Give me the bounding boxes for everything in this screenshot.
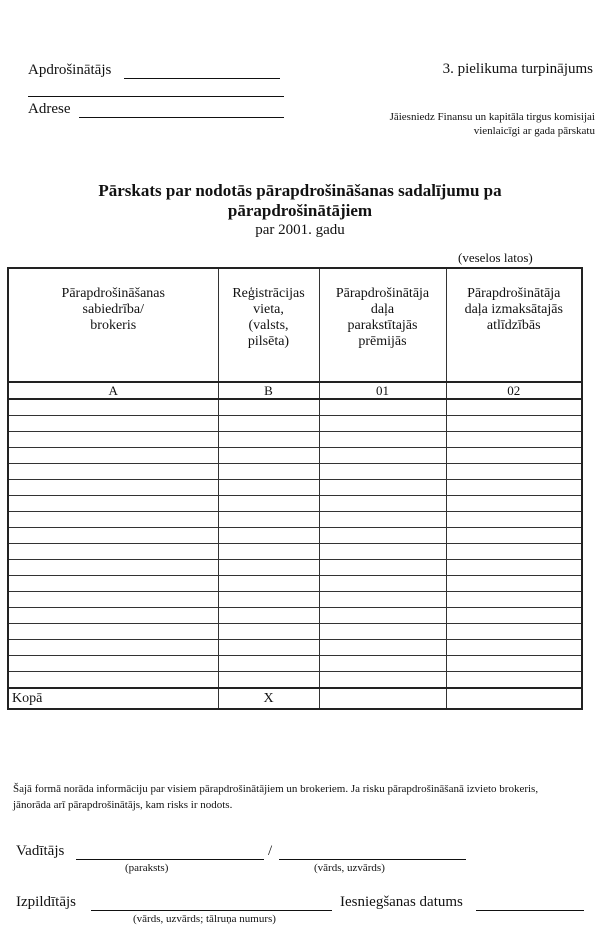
submission-note-line-1: Jāiesniedz Finansu un kapitāla tirgus komisijai <box>389 111 595 123</box>
table-cell[interactable] <box>319 592 446 608</box>
table-cell[interactable] <box>319 432 446 448</box>
table-cell[interactable] <box>446 576 582 592</box>
footnote: Šajā formā norāda informāciju par visiem pārapdrošinātājiem un brokeriem. Ja risku pārapdrošināšanā izvieto brokeris, jānorāda arī pārapdrošinātājs, kam risks ir nodots. <box>13 783 539 811</box>
column-code: 01 <box>319 382 446 399</box>
table-cell[interactable] <box>319 496 446 512</box>
address-label: Adrese <box>28 101 71 117</box>
submission-note-line-2: vienlaicīgi ar gada pārskatu <box>473 125 595 137</box>
table-cell[interactable] <box>319 544 446 560</box>
report-title <box>0 181 600 221</box>
signature-separator: / <box>268 843 273 859</box>
table-cell[interactable] <box>319 464 446 480</box>
table-cell[interactable] <box>8 416 218 432</box>
table-cell[interactable] <box>8 560 218 576</box>
head-signature-line[interactable] <box>76 859 264 860</box>
table-row <box>8 608 582 624</box>
table-cell[interactable] <box>446 624 582 640</box>
insurer-label: Apdrošinātājs <box>28 62 112 78</box>
table-cell[interactable] <box>319 399 446 416</box>
table-cell[interactable] <box>319 448 446 464</box>
table-cell[interactable] <box>8 448 218 464</box>
table-cell[interactable] <box>319 624 446 640</box>
table-row <box>8 672 582 689</box>
table-cell[interactable] <box>446 528 582 544</box>
total-claims-cell[interactable] <box>446 688 582 709</box>
units-note: (veselos latos) <box>458 250 533 265</box>
table-cell[interactable] <box>8 640 218 656</box>
table-cell[interactable] <box>446 640 582 656</box>
report-title-line-2: pārapdrošinātājiem <box>227 201 373 220</box>
signature-caption: (paraksts) <box>125 862 169 874</box>
table-cell[interactable] <box>319 528 446 544</box>
table-cell[interactable] <box>319 576 446 592</box>
reinsurance-table <box>7 267 583 710</box>
table-cell[interactable] <box>319 560 446 576</box>
table-cell[interactable] <box>319 480 446 496</box>
table-row <box>8 399 582 416</box>
table-row <box>8 480 582 496</box>
table-cell[interactable] <box>218 496 319 512</box>
table-cell[interactable] <box>446 416 582 432</box>
table-row <box>8 544 582 560</box>
total-row <box>8 688 582 709</box>
table-row <box>8 448 582 464</box>
table-cell[interactable] <box>446 480 582 496</box>
table-cell[interactable] <box>8 592 218 608</box>
total-label: Kopā <box>8 688 218 709</box>
table-cell[interactable] <box>319 608 446 624</box>
table-cell[interactable] <box>8 512 218 528</box>
total-premiums-cell[interactable] <box>319 688 446 709</box>
column-code: A <box>8 382 218 399</box>
col-header-premiums: Pārapdrošinātāja daļa parakstītajās prēmijās <box>319 268 446 382</box>
insurer-field-line[interactable] <box>124 78 280 79</box>
appendix-label: 3. pielikuma turpinājums <box>442 61 593 77</box>
table-cell[interactable] <box>319 640 446 656</box>
table-row <box>8 656 582 672</box>
submission-date-line[interactable] <box>476 910 584 911</box>
table-cell[interactable] <box>218 592 319 608</box>
table-cell[interactable] <box>218 448 319 464</box>
address-field-line[interactable] <box>79 117 284 118</box>
table-cell[interactable] <box>319 512 446 528</box>
table-row <box>8 512 582 528</box>
table-cell[interactable] <box>8 480 218 496</box>
table-cell[interactable] <box>8 496 218 512</box>
table-cell[interactable] <box>218 640 319 656</box>
table-row <box>8 464 582 480</box>
table-cell[interactable] <box>218 512 319 528</box>
table-cell[interactable] <box>446 672 582 689</box>
column-code: 02 <box>446 382 582 399</box>
table-cell[interactable] <box>8 528 218 544</box>
table-cell[interactable] <box>218 624 319 640</box>
table-cell[interactable] <box>218 560 319 576</box>
executor-line[interactable] <box>91 910 332 911</box>
executor-label: Izpildītājs <box>16 894 76 910</box>
executor-caption: (vārds, uzvārds; tālruņa numurs) <box>133 913 276 925</box>
table-row <box>8 624 582 640</box>
table-cell[interactable] <box>218 416 319 432</box>
table-cell[interactable] <box>218 480 319 496</box>
total-col-b: X <box>218 688 319 709</box>
table-cell[interactable] <box>446 656 582 672</box>
column-code-row <box>8 382 582 399</box>
table-cell[interactable] <box>446 496 582 512</box>
report-period: par 2001. gadu <box>255 222 345 238</box>
column-code: B <box>218 382 319 399</box>
table-row <box>8 496 582 512</box>
table-cell[interactable] <box>218 608 319 624</box>
table-header-row <box>8 268 582 382</box>
table-cell[interactable] <box>319 672 446 689</box>
table-cell[interactable] <box>8 656 218 672</box>
table-cell[interactable] <box>8 464 218 480</box>
table-cell[interactable] <box>319 416 446 432</box>
head-label: Vadītājs <box>16 843 65 859</box>
table-cell[interactable] <box>8 399 218 416</box>
name-caption: (vārds, uzvārds) <box>314 862 385 874</box>
table-cell[interactable] <box>8 672 218 689</box>
table-cell[interactable] <box>446 464 582 480</box>
table-row <box>8 576 582 592</box>
table-cell[interactable] <box>218 544 319 560</box>
col-header-claims: Pārapdrošinātāja daļa izmaksātajās atlīdzībās <box>446 268 582 382</box>
table-cell[interactable] <box>218 672 319 689</box>
table-cell[interactable] <box>319 656 446 672</box>
table-cell[interactable] <box>8 432 218 448</box>
table-cell[interactable] <box>218 399 319 416</box>
table-cell[interactable] <box>446 544 582 560</box>
table-cell[interactable] <box>446 560 582 576</box>
table-row <box>8 640 582 656</box>
insurer-field-line-2[interactable] <box>28 96 284 97</box>
table-cell[interactable] <box>446 608 582 624</box>
table-cell[interactable] <box>8 544 218 560</box>
table-row <box>8 416 582 432</box>
table-cell[interactable] <box>446 432 582 448</box>
table-cell[interactable] <box>218 528 319 544</box>
table-cell[interactable] <box>8 608 218 624</box>
table-row <box>8 560 582 576</box>
table-cell[interactable] <box>218 432 319 448</box>
submission-note <box>390 110 595 138</box>
table-cell[interactable] <box>218 656 319 672</box>
report-title-line-1: Pārskats par nodotās pārapdrošināšanas sadalījumu pa <box>98 181 502 200</box>
table-row <box>8 592 582 608</box>
submission-date-label: Iesniegšanas datums <box>340 894 463 910</box>
table-cell[interactable] <box>218 464 319 480</box>
col-header-reinsurer: Pārapdrošināšanas sabiedrība/ brokeris <box>8 268 218 382</box>
table-cell[interactable] <box>446 399 582 416</box>
head-name-line[interactable] <box>279 859 466 860</box>
table-cell[interactable] <box>218 576 319 592</box>
table-cell[interactable] <box>8 624 218 640</box>
table-row <box>8 528 582 544</box>
table-cell[interactable] <box>446 512 582 528</box>
table-row <box>8 432 582 448</box>
col-header-registration: Reģistrācijas vieta, (valsts, pilsēta) <box>218 268 319 382</box>
table-cell[interactable] <box>8 576 218 592</box>
table-cell[interactable] <box>446 592 582 608</box>
table-cell[interactable] <box>446 448 582 464</box>
